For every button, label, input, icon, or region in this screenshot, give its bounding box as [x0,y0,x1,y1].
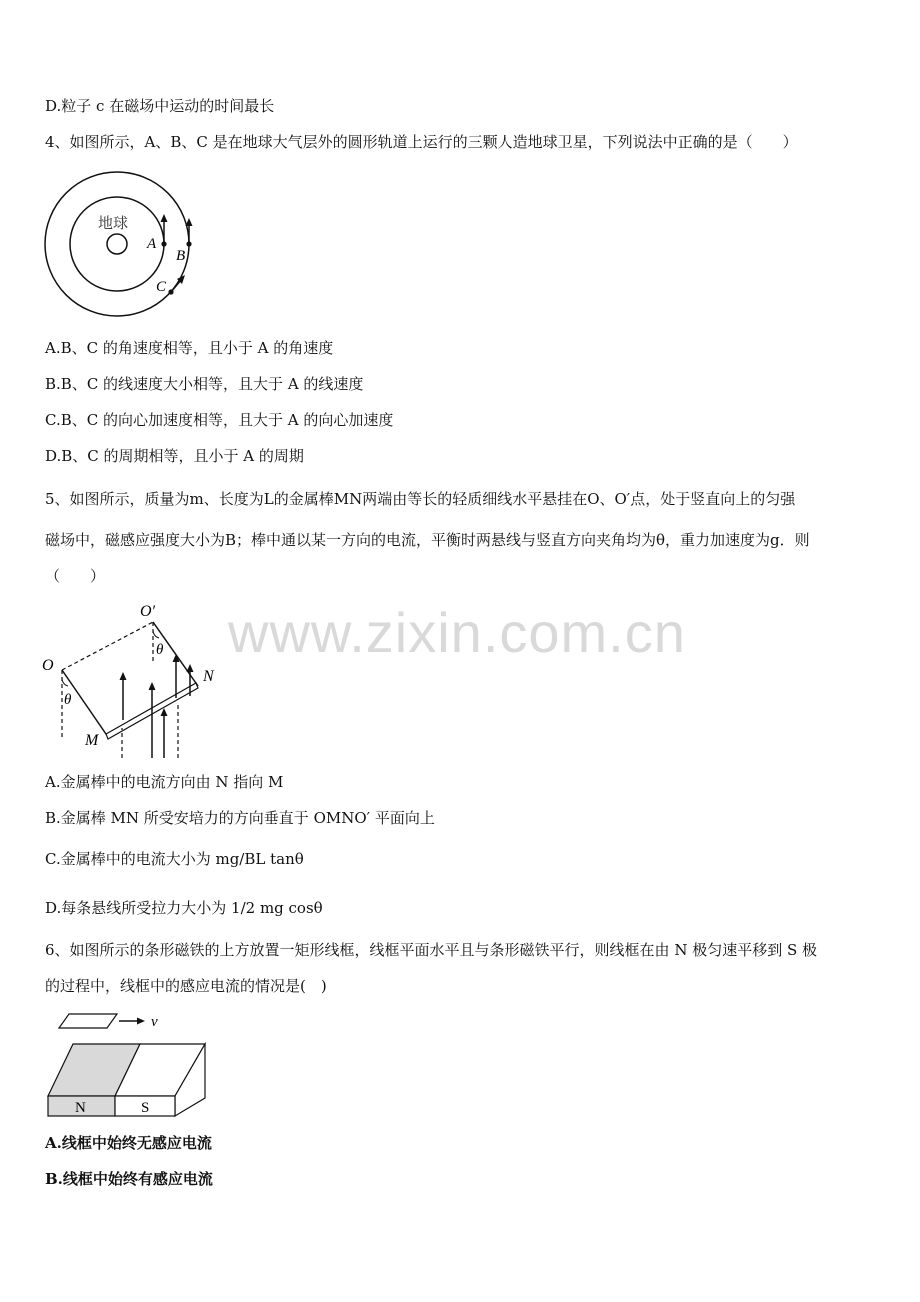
q4-option-c: C.B、C 的向心加速度相等，且大于 A 的向心加速度 [45,411,394,429]
q5-option-b: B.金属棒 MN 所受安培力的方向垂直于 OMNO′ 平面向上 [45,809,435,827]
q5-stem-line2: 磁场中，磁感应强度大小为B；棒中通以某一方向的电流，平衡时两悬线与竖直方向夹角均为θ，重力加速度为g．则 [45,531,810,549]
q4-stem: 4、如图所示，A、B、C 是在地球大气层外的圆形轨道上运行的三颗人造地球卫星，下列说法中正确的是（ ） [45,133,798,151]
q5-label-o: O [42,657,54,674]
q5-rod-figure [40,598,240,758]
q5-stem-line1: 5、如图所示，质量为m、长度为L的金属棒MN两端由等长的轻质细线水平悬挂在O、O′点，处于竖直向上的匀强 [45,490,796,508]
q5-label-theta-right: θ [156,642,164,658]
q6-option-a: A.线框中始终无感应电流 [45,1134,212,1152]
q5-stem-line3: （ ） [45,567,106,585]
q3-option-d: D.粒子 c 在磁场中运动的时间最长 [45,97,275,115]
q5-label-theta-left: θ [64,692,72,708]
q4-orbit-figure [40,164,210,324]
q5-option-c: C.金属棒中的电流大小为 mg/BL tanθ [45,850,304,868]
q6-option-b: B.线框中始终有感应电流 [45,1170,213,1188]
q6-stem-line1: 6、如图所示的条形磁铁的上方放置一矩形线框，线框平面水平且与条形磁铁平行，则线框在由 N 极匀速平移到 S 极 [45,941,818,959]
q6-magnet-figure [45,1008,225,1118]
q5-label-o-prime: O′ [140,603,156,620]
q4-option-a: A.B、C 的角速度相等，且小于 A 的角速度 [45,339,334,357]
q4-label-b: B [176,248,186,264]
watermark: www.zixin.com.cn [228,601,686,664]
q4-option-d: D.B、C 的周期相等，且小于 A 的周期 [45,447,304,465]
q4-label-c: C [156,279,167,295]
q5-label-m: M [85,732,99,749]
q6-label-n: N [75,1100,86,1116]
q4-earth-label: 地球 [98,216,129,232]
q6-stem-line2: 的过程中，线框中的感应电流的情况是( ) [45,977,327,995]
q5-option-a: A.金属棒中的电流方向由 N 指向 M [45,773,284,791]
q5-option-d: D.每条悬线所受拉力大小为 1/2 mg cosθ [45,899,323,917]
q6-label-v: v [151,1014,158,1030]
q4-label-a: A [147,236,157,252]
q5-label-n: N [203,668,214,685]
q6-label-s: S [141,1100,150,1116]
q4-option-b: B.B、C 的线速度大小相等，且大于 A 的线速度 [45,375,364,393]
